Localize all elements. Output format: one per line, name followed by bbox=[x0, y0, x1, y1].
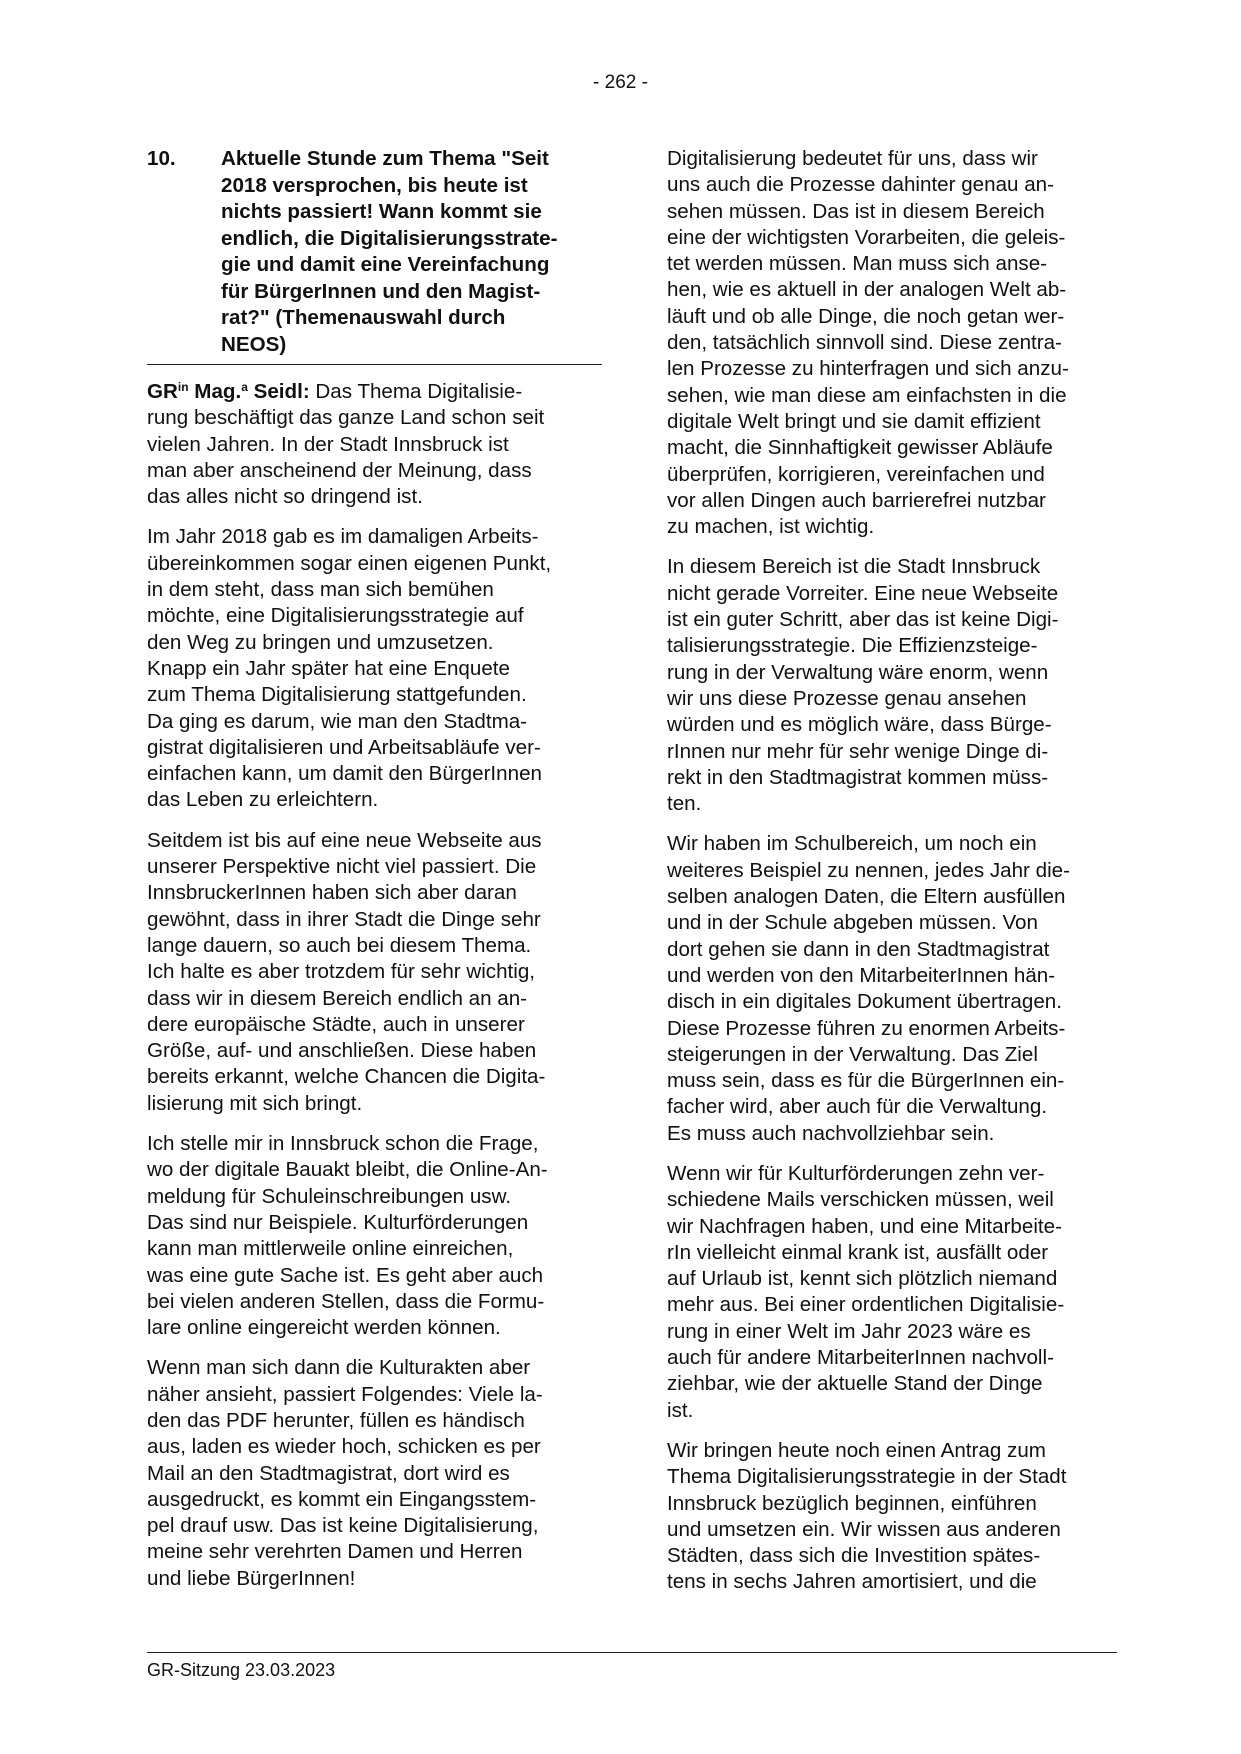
text-line: dort gehen sie dann in den Stadtmagistrat bbox=[667, 937, 1050, 961]
text-line: schiedene Mails verschicken müssen, weil bbox=[667, 1188, 1054, 1212]
text-line: dere europäische Städte, auch in unserer bbox=[147, 1012, 525, 1036]
text-line: steigerungen in der Verwaltung. Das Ziel bbox=[667, 1042, 1038, 1066]
text-line: hen, wie es aktuell in der analogen Welt ab- bbox=[667, 278, 1067, 302]
text-line: rung beschäftigt das ganze Land schon seit bbox=[147, 406, 545, 430]
text-line: lare online eingereicht werden können. bbox=[147, 1316, 501, 1340]
text-line: eine der wichtigsten Vorarbeiten, die geleis- bbox=[667, 225, 1066, 249]
text-line: macht, die Sinnhaftigkeit gewisser Abläufe bbox=[667, 436, 1053, 460]
text-line: tet werden müssen. Man muss sich anse- bbox=[667, 252, 1047, 276]
text-line: rat?" (Themenauswahl durch bbox=[221, 306, 506, 329]
text-line: Wenn wir für Kulturförderungen zehn ver- bbox=[667, 1161, 1045, 1185]
text-line: näher ansieht, passiert Folgendes: Viele la- bbox=[147, 1382, 543, 1406]
text-line: mehr aus. Bei einer ordentlichen Digitalisie- bbox=[667, 1293, 1065, 1317]
text-line: Wir bringen heute noch einen Antrag zum bbox=[667, 1438, 1046, 1462]
text-line: auch für andere MitarbeiterInnen nachvoll- bbox=[667, 1346, 1054, 1370]
text-line: unserer Perspektive nicht viel passiert. Die bbox=[147, 855, 537, 879]
text-line: gie und damit eine Vereinfachung bbox=[221, 253, 550, 276]
right-column bbox=[667, 146, 1117, 1610]
text-line: den Weg zu bringen und umzusetzen. bbox=[147, 630, 494, 654]
text-line: NEOS) bbox=[221, 332, 287, 356]
text-line: und liebe BürgerInnen! bbox=[147, 1566, 356, 1590]
text-line: Ich halte es aber trotzdem für sehr wichtig, bbox=[147, 960, 536, 984]
text-line: lisierung mit sich bringt. bbox=[147, 1091, 363, 1115]
text-line: für BürgerInnen und den Magist- bbox=[221, 279, 541, 303]
text-line: lange dauern, so auch bei diesem Thema. bbox=[147, 933, 532, 957]
footer-divider bbox=[147, 1652, 1117, 1653]
right-paragraphs bbox=[667, 146, 1117, 1596]
text-line: aus, laden es wieder hoch, schicken es per bbox=[147, 1435, 541, 1459]
text-line: Das Thema Digitalisie- bbox=[309, 380, 523, 403]
text-line: möchte, eine Digitalisierungsstrategie auf bbox=[147, 604, 524, 628]
text-line: sehen müssen. Das ist in diesem Bereich bbox=[667, 199, 1045, 223]
text-line: Digitalisierung bedeutet für uns, dass wir bbox=[667, 147, 1038, 170]
text-line: disch in ein digitales Dokument übertragen. bbox=[667, 990, 1062, 1014]
text-line: das Leben zu erleichtern. bbox=[147, 788, 379, 812]
text-line: ist. bbox=[667, 1398, 694, 1422]
text-line: Diese Prozesse führen zu enormen Arbeits- bbox=[667, 1016, 1066, 1040]
text-line: man aber anscheinend der Meinung, dass bbox=[147, 458, 532, 482]
agenda-item-heading bbox=[147, 146, 602, 358]
text-line: Ich stelle mir in Innsbruck schon die Frage, bbox=[147, 1132, 539, 1156]
body-paragraph bbox=[667, 1438, 1117, 1596]
text-line: zum Thema Digitalisierung stattgefunden. bbox=[147, 683, 527, 707]
text-line: den, tatsächlich sinnvoll sind. Diese zentra- bbox=[667, 331, 1062, 355]
text-line: Thema Digitalisierungsstrategie in der Stadt bbox=[667, 1465, 1067, 1489]
body-paragraph bbox=[147, 1355, 602, 1592]
text-line: Wir haben im Schulbereich, um noch ein bbox=[667, 832, 1037, 856]
heading-divider bbox=[147, 364, 602, 365]
text-line: nichts passiert! Wann kommt sie bbox=[221, 200, 542, 223]
text-line: wir Nachfragen haben, und eine Mitarbeite- bbox=[667, 1214, 1062, 1238]
agenda-item-title bbox=[221, 146, 602, 358]
text-line: gistrat digitalisieren und Arbeitsabläufe ver- bbox=[147, 735, 541, 759]
text-line: bereits erkannt, welche Chancen die Digita- bbox=[147, 1065, 546, 1089]
text-line: rekt in den Stadtmagistrat kommen müss- bbox=[667, 765, 1049, 789]
text-line: vor allen Dingen auch barrierefrei nutzbar bbox=[667, 488, 1046, 512]
text-line: und werden von den MitarbeiterInnen hän- bbox=[667, 963, 1056, 987]
text-line: überprüfen, korrigieren, vereinfachen und bbox=[667, 462, 1045, 486]
text-line: 2018 versprochen, bis heute ist bbox=[221, 173, 528, 197]
text-line: den das PDF herunter, füllen es händisch bbox=[147, 1408, 525, 1432]
text-line: uns auch die Prozesse dahinter genau an- bbox=[667, 173, 1054, 197]
text-line: Aktuelle Stunde zum Thema "Seit bbox=[221, 147, 549, 170]
text-line: rIn vielleicht einmal krank ist, ausfällt oder bbox=[667, 1240, 1049, 1264]
text-line: zu machen, ist wichtig. bbox=[667, 515, 875, 539]
page-number: - 262 - bbox=[593, 72, 648, 93]
text-line: talisierungsstrategie. Die Effizienzsteige- bbox=[667, 634, 1038, 658]
text-line: und umsetzen ein. Wir wissen aus anderen bbox=[667, 1517, 1061, 1541]
text-line: wir uns diese Prozesse genau ansehen bbox=[667, 686, 1027, 710]
text-line: Knapp ein Jahr später hat eine Enquete bbox=[147, 656, 510, 680]
text-line: in dem steht, dass man sich bemühen bbox=[147, 578, 494, 602]
text-line: und in der Schule abgeben müssen. Von bbox=[667, 911, 1038, 935]
text-line: rung in der Verwaltung wäre enorm, wenn bbox=[667, 660, 1049, 684]
body-paragraph bbox=[667, 1161, 1117, 1424]
text-line: Im Jahr 2018 gab es im damaligen Arbeits- bbox=[147, 525, 539, 549]
text-line: sehen, wie man diese am einfachsten in die bbox=[667, 383, 1067, 407]
body-paragraph bbox=[147, 828, 602, 1117]
body-paragraph bbox=[147, 524, 602, 813]
text-line: tens in sechs Jahren amortisiert, und die bbox=[667, 1570, 1037, 1594]
text-line: Wenn man sich dann die Kulturakten aber bbox=[147, 1356, 531, 1380]
text-line: In diesem Bereich ist die Stadt Innsbruck bbox=[667, 555, 1041, 579]
text-line: digitale Welt bringt und sie damit effizient bbox=[667, 409, 1041, 433]
text-line: wo der digitale Bauakt bleibt, die Online-An- bbox=[147, 1158, 548, 1182]
text-line: Mail an den Stadtmagistrat, dort wird es bbox=[147, 1461, 510, 1485]
left-paragraphs bbox=[147, 524, 602, 1592]
text-line: ausgedruckt, es kommt ein Eingangsstem- bbox=[147, 1487, 537, 1511]
text-line: Städten, dass sich die Investition spätes- bbox=[667, 1544, 1041, 1568]
text-line: vielen Jahren. In der Stadt Innsbruck ist bbox=[147, 432, 509, 456]
text-line: Innsbruck bezüglich beginnen, einführen bbox=[667, 1491, 1037, 1515]
text-line: was eine gute Sache ist. Es geht aber auch bbox=[147, 1263, 544, 1287]
text-line: nicht gerade Vorreiter. Eine neue Webseite bbox=[667, 581, 1059, 605]
text-line: würden und es möglich wäre, dass Bürge- bbox=[667, 713, 1052, 737]
text-line: Es muss auch nachvollziehbar sein. bbox=[667, 1121, 995, 1145]
body-paragraph bbox=[147, 1131, 602, 1341]
text-line: bei vielen anderen Stellen, dass die Formu- bbox=[147, 1289, 545, 1313]
agenda-item-number: 10. bbox=[147, 147, 176, 170]
text-line: pel drauf usw. Das ist keine Digitalisierung, bbox=[147, 1514, 539, 1538]
text-line: übereinkommen sogar einen eigenen Punkt, bbox=[147, 551, 552, 575]
left-column bbox=[147, 146, 602, 1606]
text-line: weiteres Beispiel zu nennen, jedes Jahr die- bbox=[667, 858, 1070, 882]
text-line: meine sehr verehrten Damen und Herren bbox=[147, 1540, 523, 1564]
text-line: len Prozesse zu hinterfragen und sich anzu- bbox=[667, 357, 1069, 381]
text-line: rInnen nur mehr für sehr wenige Dinge di- bbox=[667, 739, 1049, 763]
text-line: meldung für Schuleinschreibungen usw. bbox=[147, 1184, 512, 1208]
text-line: Größe, auf- und anschließen. Diese haben bbox=[147, 1039, 537, 1063]
text-line: auf Urlaub ist, kennt sich plötzlich niemand bbox=[667, 1267, 1058, 1291]
text-line: Da ging es darum, wie man den Stadtma- bbox=[147, 709, 528, 733]
text-line: InnsbruckerInnen haben sich aber daran bbox=[147, 881, 517, 905]
text-line: endlich, die Digitalisierungsstrate- bbox=[221, 226, 558, 250]
text-line: dass wir in diesem Bereich endlich an an- bbox=[147, 986, 528, 1010]
text-line: rung in einer Welt im Jahr 2023 wäre es bbox=[667, 1319, 1031, 1343]
text-line: Das sind nur Beispiele. Kulturförderungen bbox=[147, 1210, 529, 1234]
text-line: ist ein guter Schritt, aber das ist keine Digi- bbox=[667, 608, 1059, 632]
text-line: muss sein, dass es für die BürgerInnen ein- bbox=[667, 1069, 1065, 1093]
text-line: gewöhnt, dass in ihrer Stadt die Dinge sehr bbox=[147, 907, 541, 931]
text-line: läuft und ob alle Dinge, die noch getan wer- bbox=[667, 304, 1065, 328]
text-line: selben analogen Daten, die Eltern ausfüllen bbox=[667, 885, 1066, 909]
body-paragraph bbox=[667, 831, 1117, 1147]
speaker-name: $GR^{in}$ Mag.$^a$ Seidl: bbox=[147, 380, 310, 403]
footer-session-date: GR-Sitzung 23.03.2023 bbox=[147, 1660, 336, 1680]
text-line: einfachen kann, um damit den BürgerInnen bbox=[147, 762, 542, 786]
text-line: Seitdem ist bis auf eine neue Webseite aus bbox=[147, 828, 542, 852]
text-line: kann man mittlerweile online einreichen, bbox=[147, 1237, 514, 1261]
speaker-paragraph bbox=[147, 379, 602, 510]
text-line: ten. bbox=[667, 792, 702, 816]
body-paragraph bbox=[667, 146, 1117, 540]
body-paragraph bbox=[667, 554, 1117, 817]
text-line: ziehbar, wie der aktuelle Stand der Dinge bbox=[667, 1372, 1043, 1396]
text-line: facher wird, aber auch für die Verwaltung. bbox=[667, 1095, 1048, 1119]
text-line: das alles nicht so dringend ist. bbox=[147, 485, 423, 509]
